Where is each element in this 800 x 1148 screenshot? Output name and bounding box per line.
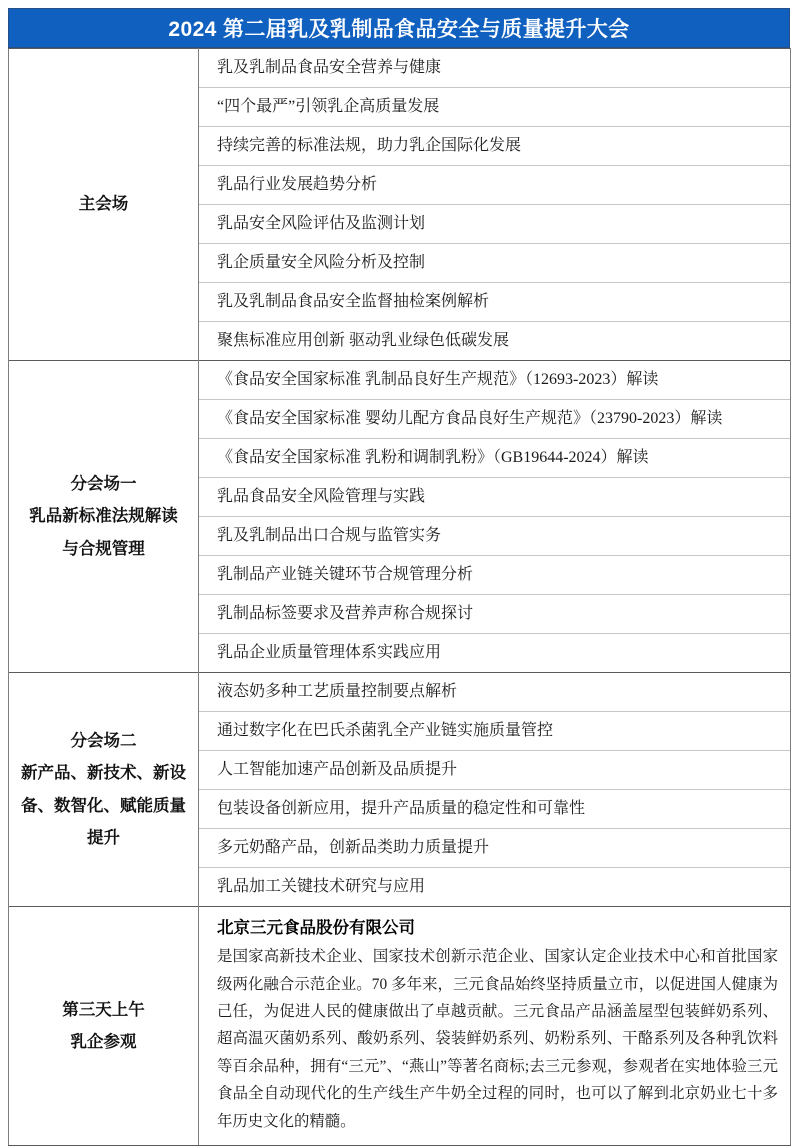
agenda-section xyxy=(9,907,791,1146)
agenda-topic-cell: 《食品安全国家标准 乳制品良好生产规范》（12693-2023）解读 xyxy=(199,361,791,400)
agenda-table xyxy=(8,48,791,1146)
agenda-topic-cell: 乳及乳制品食品安全营养与健康 xyxy=(199,49,791,88)
agenda-topic-cell: 乳品食品安全风险管理与实践 xyxy=(199,478,791,517)
agenda-topic-cell: 乳品加工关键技术研究与应用 xyxy=(199,868,791,907)
company-visit-cell xyxy=(199,907,791,1146)
session-label-line: 备、数智化、赋能质量 xyxy=(21,796,186,815)
agenda-topic-cell: 乳品企业质量管理体系实践应用 xyxy=(199,634,791,673)
conference-title-text: 2024 第二届乳及乳制品食品安全与质量提升大会 xyxy=(168,18,630,41)
session-label-line: 与合规管理 xyxy=(62,539,145,558)
agenda-topic-cell: 人工智能加速产品创新及品质提升 xyxy=(199,751,791,790)
agenda-topic-cell: 持续完善的标准法规，助力乳企国际化发展 xyxy=(199,127,791,166)
agenda-topic-cell: 液态奶多种工艺质量控制要点解析 xyxy=(199,673,791,712)
table-row xyxy=(9,49,791,88)
agenda-topic-cell: 通过数字化在巴氏杀菌乳全产业链实施质量管控 xyxy=(199,712,791,751)
agenda-topic-cell: 包装设备创新应用，提升产品质量的稳定性和可靠性 xyxy=(199,790,791,829)
agenda-section xyxy=(9,49,791,361)
session-label-cell xyxy=(9,361,199,673)
table-row xyxy=(9,361,791,400)
session-label-line: 提升 xyxy=(87,828,120,847)
agenda-topic-cell: 乳企质量安全风险分析及控制 xyxy=(199,244,791,283)
agenda-topic-cell: 乳制品产业链关键环节合规管理分析 xyxy=(199,556,791,595)
table-row xyxy=(9,907,791,1146)
agenda-topic-cell: 乳品行业发展趋势分析 xyxy=(199,166,791,205)
agenda-topic-cell: 乳及乳制品食品安全监督抽检案例解析 xyxy=(199,283,791,322)
agenda-topic-cell: 《食品安全国家标准 乳粉和调制乳粉》（GB19644-2024）解读 xyxy=(199,439,791,478)
agenda-section xyxy=(9,673,791,907)
agenda-topic-cell: 聚焦标准应用创新 驱动乳业绿色低碳发展 xyxy=(199,322,791,361)
agenda-topic-cell: 乳品安全风险评估及监测计划 xyxy=(199,205,791,244)
agenda-topic-cell: 乳制品标签要求及营养声称合规探讨 xyxy=(199,595,791,634)
session-label-line: 乳品新标准法规解读 xyxy=(29,507,178,526)
session-label-cell xyxy=(9,907,199,1146)
table-row xyxy=(9,673,791,712)
session-label-line: 乳企参观 xyxy=(70,1033,137,1052)
session-label-line: 分会场一 xyxy=(70,475,137,494)
session-label-line: 新产品、新技术、新设 xyxy=(21,764,186,783)
session-label-line: 分会场二 xyxy=(70,732,137,751)
agenda-topic-cell: 多元奶酪产品，创新品类助力质量提升 xyxy=(199,829,791,868)
session-label-line: 第三天上午 xyxy=(62,1000,145,1019)
session-label-line: 主会场 xyxy=(78,195,129,214)
session-label-cell xyxy=(9,49,199,361)
agenda-topic-cell: 乳及乳制品出口合规与监管实务 xyxy=(199,517,791,556)
agenda-topic-cell: 《食品安全国家标准 婴幼儿配方食品良好生产规范》（23790-2023）解读 xyxy=(199,400,791,439)
agenda-section xyxy=(9,361,791,673)
conference-title-banner xyxy=(8,8,790,48)
company-name: 北京三元食品股份有限公司 xyxy=(217,919,415,937)
session-label-cell xyxy=(9,673,199,907)
agenda-topic-cell: “四个最严”引领乳企高质量发展 xyxy=(199,88,791,127)
company-description: 是国家高新技术企业、国家技术创新示范企业、国家认定企业技术中心和首批国家级两化融合示范企业。70 多年来，三元食品始终坚持质量立市，以促进国人健康为己任，为促进人民的健康做出了卓越贡献。三元食品产品涵盖屋型包装鲜奶系列、超高温灭菌奶系列、酸奶系列、袋装鲜奶系列、奶粉系列、干酪系列及各种乳饮料等百余品种，拥有“三元”、“燕山”等著名商标;去三元参观，参观者在实地体验三元食品全自动现代化的生产线生产牛奶全过程的同时，也可以了解到北京奶业七十多年历史文化的精髓。 xyxy=(217,948,778,1130)
